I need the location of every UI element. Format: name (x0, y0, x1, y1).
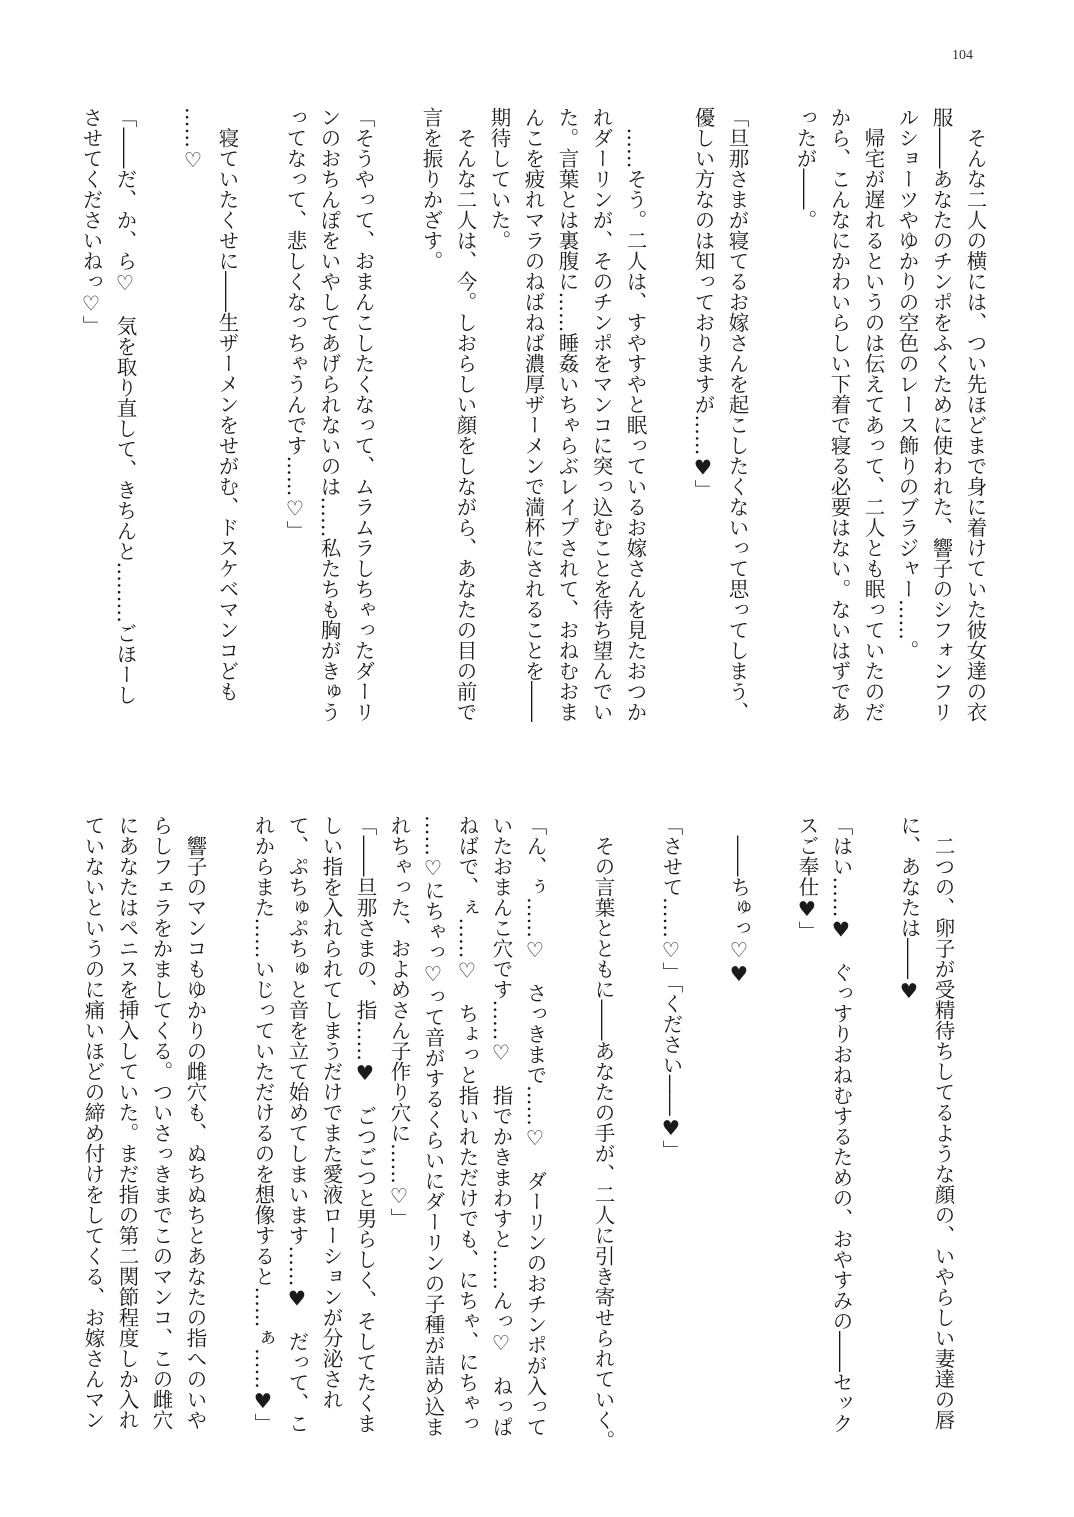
blank-line (620, 815, 654, 1430)
text-line: 「ん、ぅ……♡ さっきまで……♡ ダーリンのおチンポが入って (523, 815, 547, 1437)
text-line: 期待していた。 (487, 107, 511, 251)
text-line: た。言葉とは裏腹に……睡姦いちゃらぶレイプされて、おねむおま (555, 107, 579, 722)
text-line: にあなたはペニスを挿入していた。まだ指の第二関節程度しか入れ (115, 815, 139, 1430)
page-number: 104 (952, 48, 973, 63)
text-line: スご奉仕♥」 (795, 815, 819, 942)
text-line: れからまた……いじっていただけるのを想像すると……ぁ……♥」 (251, 815, 275, 1434)
text-line: 二つの、卵子が受精待ちしてるような顔の、いやらしい妻達の唇 (931, 815, 955, 1430)
blank-line (688, 815, 722, 1430)
text-line: 「そうやって、おまんこしたくなって、ムラムラしちゃったダーリ (351, 107, 375, 722)
text-line: れダーリンが、そのチンポをマンコに突っ込むことを待ち望んでい (589, 107, 613, 722)
text-block-upper (74, 107, 992, 722)
blank-line (754, 107, 788, 722)
text-line: 「はい……♥ ぐっすりおねむするための、おやすみの――セック (829, 815, 853, 1434)
blank-line (552, 815, 586, 1430)
text-line: ……♡にちゃっ♡って音がするくらいにダーリンの子種が詰め込ま (421, 815, 445, 1437)
text-line: 響子のマンコもゆかりの雌穴も、ぬちぬちとあなたの指へのいや (183, 815, 207, 1430)
text-line: ていないというのに痛いほどの締め付けをしてくる、お嫁さんマン (81, 815, 105, 1430)
text-line: らしフェラをかましてくる。ついさっきまでこのマンコ、この雌穴 (149, 815, 173, 1430)
text-line: させてくださいねっ♡」 (79, 107, 103, 336)
text-line: ったが――。 (793, 107, 817, 230)
text-line: 「――だ、か、ら♡ 気を取り直して、きちんと………ごほーし (113, 107, 137, 705)
text-line: そんな二人は、今。しおらしい顔をしながら、あなたの目の前で (453, 107, 477, 722)
text-line: そんな二人の横には、つい先ほどまで身に着けていた彼女達の衣 (963, 107, 987, 722)
text-line: 「させて……♡」「ください――♥」 (659, 815, 683, 1161)
blank-line (212, 815, 246, 1430)
blank-line (244, 107, 278, 722)
blank-line (652, 107, 686, 722)
text-line: から、こんなにかわいらしい下着で寝る必要はない。ないはずであ (827, 107, 851, 722)
text-line: しい指を入れられてしまうだけでまた愛液ローションが分泌され (319, 815, 343, 1410)
text-line: 服――あなたのチンポをふくために使われた、響子のシフォンフリ (929, 107, 953, 722)
text-line: て、ぷちゅぷちゅと音を立て始めてしまいます……♥ だって、こ (285, 815, 309, 1434)
text-line: いたおまんこ穴です……♡ 指でかきまわすと……んっ♡ ねっぱ (489, 815, 513, 1437)
text-line: ……そう。二人は、すやすやと眠っているお嫁さんを見たおつか (623, 107, 647, 722)
text-line: 帰宅が遅れるというのは伝えてあって、二人とも眠っていたのだ (861, 107, 885, 722)
text-line: ……♡ (181, 107, 205, 172)
text-block-lower (76, 815, 960, 1451)
text-line: れちゃった、およめさん子作り穴に……♡」 (387, 815, 411, 1229)
blank-line (756, 815, 790, 1430)
blank-line (858, 815, 892, 1430)
text-line: 「――旦那さまの、指……♥ ごつごつと男らしく、そしてたくま (353, 815, 377, 1434)
text-line: に、あなたは――♥ (897, 815, 921, 1003)
text-line: 言を振りかざす。 (419, 107, 443, 271)
blank-line (380, 107, 414, 722)
text-line: ンのおちんぽをいやしてあげられないのは……私たちも胸がきゅう (317, 107, 341, 722)
text-line: 優しい方なのは知っておりますが……♥」 (691, 107, 715, 500)
text-line: んこを疲れマラのねばねば濃厚ザーメンで満杯にされることを―― (521, 107, 545, 722)
text-line: その言葉とともに――あなたの手が、二人に引き寄せられていく。 (591, 815, 615, 1451)
text-line: ルショーツやゆかりの空色のレース飾りのブラジャー……。 (895, 107, 919, 661)
text-line: ってなって、悲しくなっちゃうんです……♡」 (283, 107, 307, 541)
text-line: 寝ていたくせに――生ザーメンをせがむ、ドスケベマンコども (215, 107, 239, 702)
text-line: ねばで、ぇ……♡ ちょっと指いれただけでも、にちゃ、にちゃっ (455, 815, 479, 1434)
blank-line (142, 107, 176, 722)
text-line: 「旦那さまが寝てるお嫁さんを起こしたくないって思ってしまう、 (725, 107, 749, 722)
text-line: ――ちゅっ♡♥ (727, 815, 751, 986)
